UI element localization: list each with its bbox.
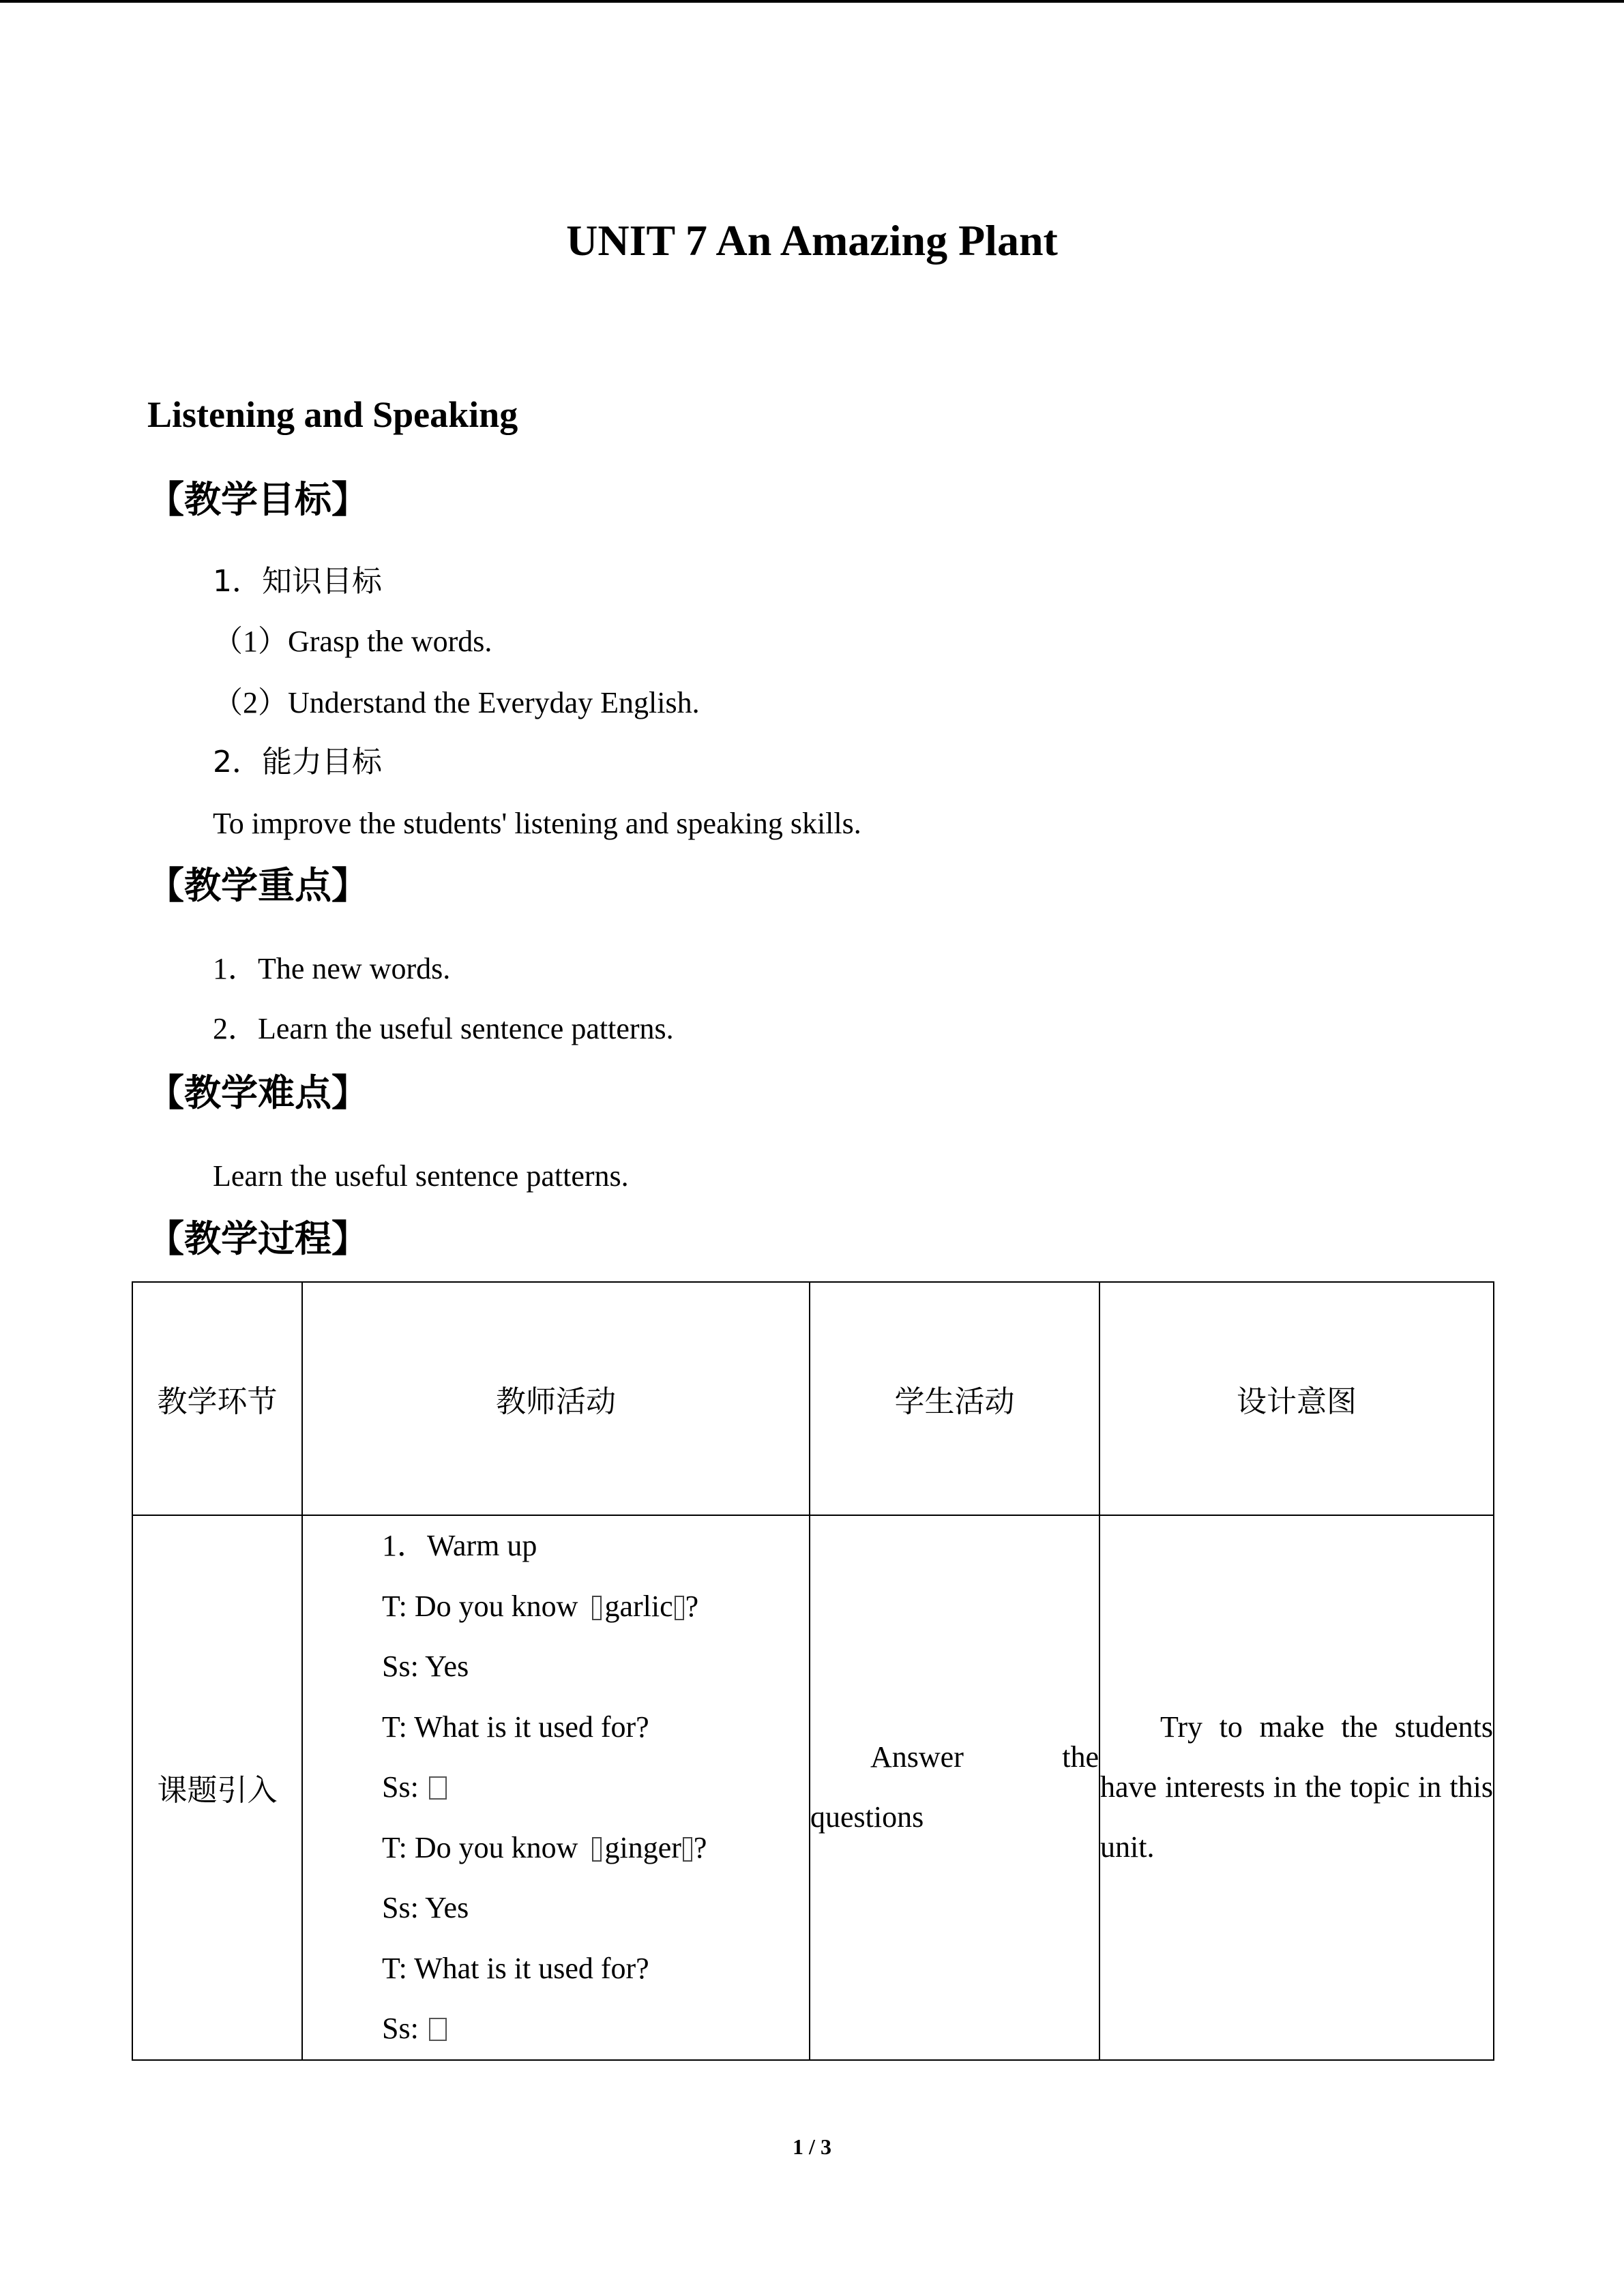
page-top-border — [0, 0, 1624, 3]
header-teacher-activity: 教师活动 — [302, 1282, 810, 1515]
teacher-activity-cell — [302, 1515, 810, 2060]
section-heading-process: 【教学过程】 — [147, 1217, 368, 1260]
teacher-line: Ss: Yes — [382, 1650, 469, 1683]
objective-ability-label: 2．能力目标 — [213, 745, 382, 779]
header-stage: 教学环节 — [132, 1282, 302, 1515]
teacher-line: Ss: Yes — [382, 1891, 469, 1924]
header-student-activity: 学生活动 — [810, 1282, 1099, 1515]
missing-glyph-icon — [675, 1596, 684, 1620]
section-heading-difficulties: 【教学难点】 — [147, 1071, 368, 1114]
document-title: UNIT 7 An Amazing Plant — [566, 216, 1058, 265]
teacher-line: Ss: — [382, 1999, 809, 2059]
missing-glyph-icon — [683, 1837, 692, 1862]
page-number: 1 / 3 — [793, 2134, 831, 2159]
design-purpose-text: Try to make the students have interests in the topic in this unit. — [1100, 1710, 1493, 1864]
objective-knowledge-label: 1．知识目标 — [213, 564, 382, 599]
missing-glyph-icon — [592, 1596, 602, 1620]
section-heading-key-points: 【教学重点】 — [147, 864, 368, 907]
teacher-line: T: Do you know garlic ? — [382, 1589, 699, 1623]
stage-cell: 课题引入 — [132, 1515, 302, 2060]
objective-ability-text: To improve the students' listening and speaking skills. — [213, 807, 861, 840]
key-point-item: 1．The new words. — [213, 952, 451, 985]
section-heading-objectives: 【教学目标】 — [147, 478, 368, 521]
design-purpose-cell — [1099, 1515, 1494, 2060]
key-point-item: 2．Learn the useful sentence patterns. — [213, 1012, 674, 1045]
teacher-line: 1．Warm up — [382, 1529, 537, 1562]
teacher-line: T: What is it used for? — [382, 1710, 649, 1744]
answer-blank-box — [429, 2018, 447, 2041]
teaching-process-table — [132, 1281, 1494, 2061]
teacher-line: T: What is it used for? — [382, 1951, 649, 1985]
student-activity-text: Answer the questions — [810, 1740, 1099, 1834]
header-design-purpose: 设计意图 — [1099, 1282, 1494, 1515]
answer-blank-box — [429, 1776, 447, 1800]
objective-knowledge-item: （2）Understand the Everyday English. — [213, 686, 700, 719]
missing-glyph-icon — [592, 1837, 602, 1862]
difficulty-text: Learn the useful sentence patterns. — [213, 1159, 629, 1193]
document-subtitle: Listening and Speaking — [147, 394, 518, 435]
table-row — [132, 1515, 1494, 2060]
teacher-line: Ss: — [382, 1757, 809, 1818]
table-header-row — [132, 1282, 1494, 1515]
teacher-line: T: Do you know ginger ? — [382, 1830, 707, 1864]
objective-knowledge-item: （1）Grasp the words. — [213, 625, 492, 658]
student-activity-cell — [810, 1515, 1099, 2060]
